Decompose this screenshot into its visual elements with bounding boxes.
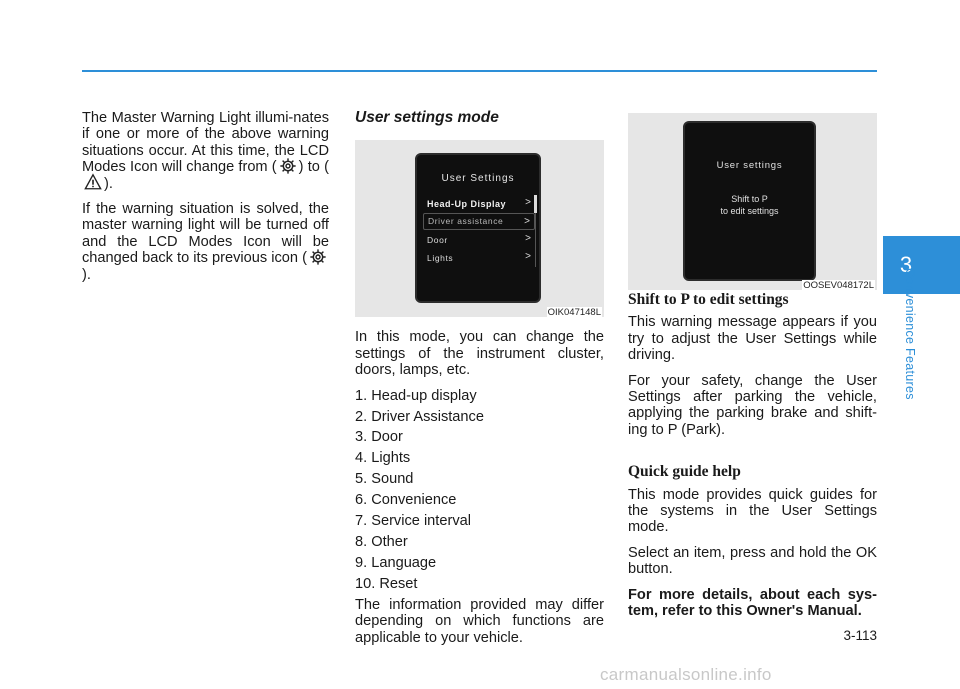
gear-icon — [279, 157, 297, 175]
user-settings-figure — [355, 140, 604, 317]
list-item: 10. Reset — [355, 575, 418, 592]
cluster-screen — [683, 121, 816, 281]
column-2 — [355, 110, 604, 655]
figure-caption: OOSEV048172L — [803, 280, 874, 291]
list-item: 2. Driver Assistance — [355, 408, 484, 425]
menu-item: Door > — [427, 233, 531, 246]
figure-caption: OIK047148L — [547, 307, 601, 319]
screen-message-line: Shift to P — [731, 194, 768, 204]
chapter-title: Convenience Features — [903, 268, 917, 400]
paragraph: For your safety, change the User Settings after parking the vehicle, applying the parking brake and shift-ing to P (Park). — [628, 372, 877, 438]
paragraph: This mode provides quick guides for the systems in the User Settings mode. — [628, 486, 877, 536]
warning-solved-paragraph: If the warning situation is solved, the master warning light will be turned off and the LCD Modes Icon will be changed back to its previous icon (). — [82, 201, 329, 283]
screen-message-line: to edit settings — [720, 206, 779, 216]
chevron-right-icon: > — [524, 216, 530, 228]
chevron-right-icon: > — [525, 233, 531, 245]
paragraph: Select an item, press and hold the OK button. — [628, 544, 877, 578]
page-number: 3-113 — [843, 628, 877, 643]
master-warning-paragraph: The Master Warning Light illumi-nates if one or more of the above warning situations occur. At this time, the LCD Modes Icon will change from ( ) to (). — [82, 110, 329, 192]
subsection-heading: Shift to P to edit settings — [628, 291, 789, 308]
list-item: 4. Lights — [355, 450, 411, 467]
cluster-screen — [415, 153, 541, 303]
settings-list — [355, 388, 604, 593]
bold-paragraph: For more details, about each sys-tem, refer to this Owner's Manual. — [628, 586, 877, 620]
chevron-right-icon: > — [525, 251, 531, 263]
section-heading: User settings mode — [355, 109, 499, 126]
note-paragraph: The information provided may differ depending on which functions are applicable to your vehicle. — [355, 596, 604, 646]
column-1 — [82, 110, 329, 292]
list-item: 5. Sound — [355, 471, 414, 488]
list-item: 3. Door — [355, 429, 403, 446]
shift-to-p-figure — [628, 113, 877, 290]
gear-icon — [309, 248, 327, 266]
watermark: carmanualsonline.info — [600, 665, 772, 684]
column-3 — [628, 113, 877, 629]
list-item: 7. Service interval — [355, 513, 471, 530]
screen-title: User Settings — [441, 173, 515, 185]
intro-paragraph: In this mode, you can change the settings of the instrument cluster, doors, lamps, etc. — [355, 329, 604, 379]
menu-item: Head-Up Display > — [427, 197, 531, 210]
list-item: 8. Other — [355, 533, 408, 550]
scrollbar-thumb — [534, 195, 537, 213]
menu-item: Lights > — [427, 251, 531, 264]
subsection-heading: Quick guide help — [628, 463, 741, 481]
scrollbar — [535, 195, 536, 267]
warning-triangle-icon — [84, 173, 102, 191]
menu-item-selected: Driver assistance > — [423, 213, 535, 230]
list-item: 9. Language — [355, 554, 437, 571]
chapter-number: 3 — [899, 252, 913, 277]
list-item: 6. Convenience — [355, 492, 457, 509]
paragraph: This warning message appears if you try to adjust the User Settings while driving. — [628, 314, 877, 364]
list-item: 1. Head-up display — [355, 387, 477, 404]
screen-title: User settings — [716, 160, 783, 171]
top-rule — [82, 70, 877, 72]
chevron-right-icon: > — [525, 197, 531, 209]
